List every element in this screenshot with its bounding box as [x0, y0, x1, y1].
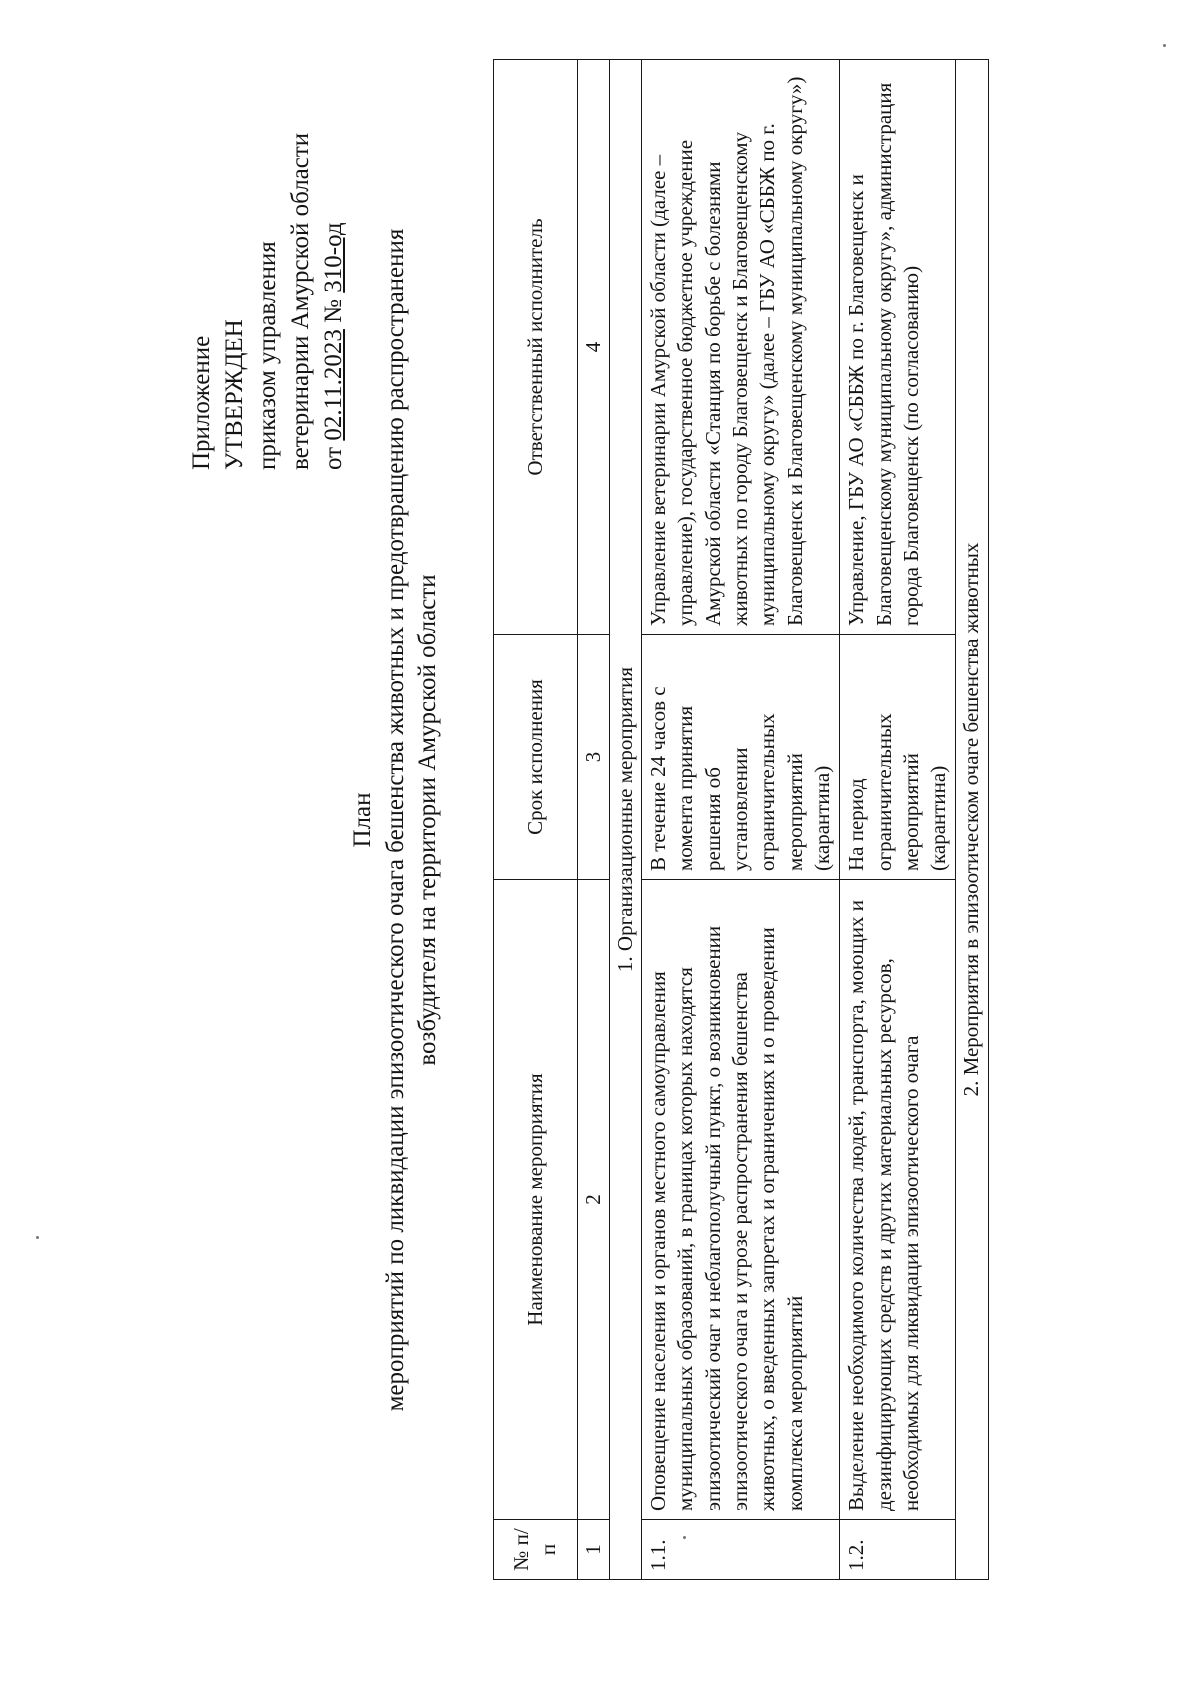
approval-number-prefix: №: [320, 298, 347, 323]
approval-date-line: [317, 10, 350, 470]
column-number-row: [577, 60, 609, 1580]
column-number-2: 2: [577, 880, 609, 1520]
table-row: [840, 60, 956, 1580]
section-title-2: 2. Мероприятия в эпизоотическом очаге бешенства животных: [956, 60, 988, 1580]
approval-line-order: приказом управления: [254, 241, 281, 470]
row-responsible: Управление, ГБУ АО «СББЖ по г. Благовещенск и Благовещенскому муниципальному округу», администрация города Благовещенск (по согласованию): [840, 60, 956, 635]
plan-table: [493, 59, 989, 1580]
row-responsible: Управление ветеринарии Амурской области (далее – управление), государственное бюджетное учреждение Амурской области «Станция по борьбе с болезнями животных по городу Благовещенск и Благовещенскому муниципальному округу» (далее – ГБУ АО «СББЖ по г. Благовещенск и Благовещенскому муниципальному округу»): [642, 60, 840, 635]
scan-speck: [1163, 44, 1166, 47]
approval-stamp: [185, 10, 350, 470]
row-term: В течение 24 часов с момента принятия решения об установлении ограничительных мероприятий (карантина): [642, 635, 840, 880]
scan-speck: [36, 1236, 39, 1239]
header-term: Срок исполнения: [494, 635, 578, 880]
header-num: № п/п: [494, 1520, 578, 1580]
section-row: [609, 60, 641, 1580]
approval-date: 02.11.2023: [320, 329, 347, 441]
row-number: 1.1.: [642, 1520, 840, 1580]
plan-title-line-2: возбудителя на территории Амурской области: [414, 574, 441, 1066]
column-number-1: 1: [577, 1520, 609, 1580]
approval-line-authority: ветеринарии Амурской области: [287, 132, 314, 470]
section-row: [956, 60, 988, 1580]
approval-line-approved: УТВЕРЖДЕН: [221, 319, 248, 470]
row-measure-name: Оповещение населения и органов местного самоуправления муниципальных образований, в границах которых находятся эпизоотический очаг и неблагополучный пункт, о возникновении эпизоотического очага и угрозе распространения бешенства животных, о введенных запретах и ограничениях и о проведении комплекса мероприятий: [642, 880, 840, 1520]
scan-speck: [683, 1536, 686, 1539]
section-title-1: 1. Организационные мероприятия: [609, 60, 641, 1580]
table-row: [642, 60, 840, 1580]
approval-date-prefix: от: [320, 446, 347, 470]
row-number: 1.2.: [840, 1520, 956, 1580]
header-responsible: Ответственный исполнитель: [494, 60, 578, 635]
document-page: [165, 10, 1165, 1610]
plan-title-line-1: мероприятий по ликвидации эпизоотического очага бешенства животных и предотвращению распространения: [381, 228, 409, 1412]
approval-line-appendix: Приложение: [188, 335, 215, 470]
plan-title: [347, 60, 445, 1580]
row-measure-name: Выделение необходимого количества людей, транспорта, моющих и дезинфицирующих средств и других материальных ресурсов, необходимых для ликвидации эпизоотического очага: [840, 880, 956, 1520]
column-number-4: 4: [577, 60, 609, 635]
plan-title-word: План: [349, 792, 376, 848]
approval-number: 310-од: [320, 222, 347, 293]
header-name: Наименование мероприятия: [494, 880, 578, 1520]
table-header-row: [494, 60, 578, 1580]
column-number-3: 3: [577, 635, 609, 880]
row-term: На период ограничительных мероприятий (карантина): [840, 635, 956, 880]
